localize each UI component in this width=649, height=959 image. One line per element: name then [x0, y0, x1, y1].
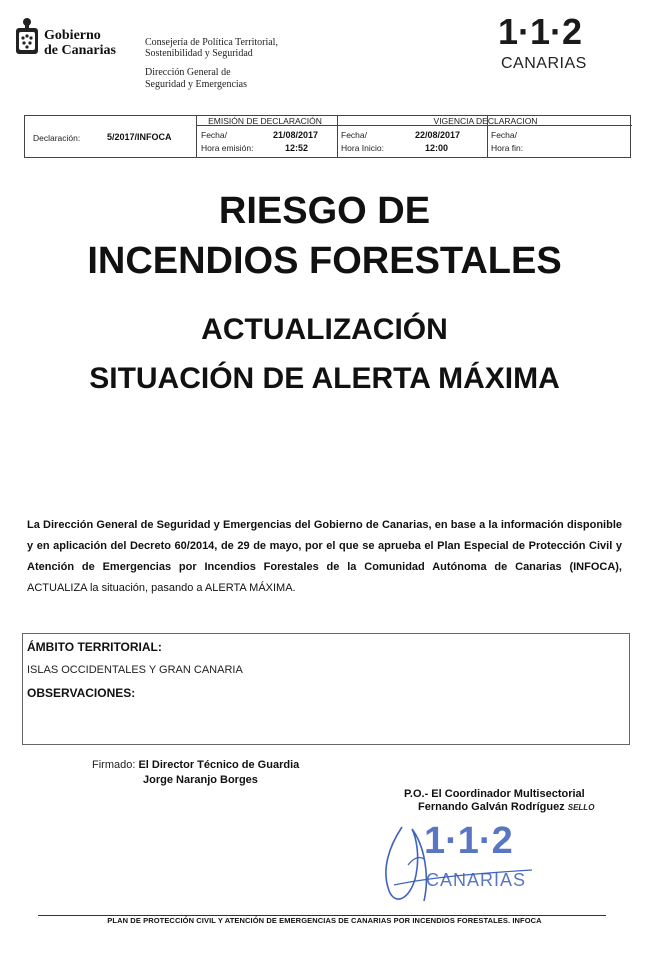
coord-name-block [418, 801, 594, 813]
emision-fecha-label: Fecha/ [201, 130, 227, 140]
title-line2: INCENDIOS FORESTALES [87, 240, 562, 282]
ambito-value: ISLAS OCCIDENTALES Y GRAN CANARIA [27, 664, 243, 676]
stamp-112: 1·1·2 [424, 820, 513, 862]
coord-title-block [404, 788, 585, 800]
firmado-block [92, 759, 299, 771]
firmado-label: Firmado: [92, 759, 136, 771]
emision-date: 21/08/2017 [273, 130, 319, 140]
gobierno-name-line2: de Canarias [44, 43, 116, 58]
consejeria-line1: Consejería de Política Territorial, [145, 37, 278, 48]
hora-emision-label: Hora emisión: [201, 143, 254, 153]
sello-label: SELLO [567, 803, 595, 812]
logo-112-canarias: CANARIAS [501, 55, 587, 72]
gobierno-name [44, 28, 116, 58]
footer-text: PLAN DE PROTECCIÓN CIVIL Y ATENCIÓN DE EMERGENCIAS DE CANARIAS POR INCENDIOS FORESTALES. INFOCA [107, 916, 542, 925]
director-name-block [143, 774, 258, 786]
vigencia-fecha-label: Fecha/ [341, 130, 367, 140]
paragraph-bold: La Dirección General de Seguridad y Emergencias del Gobierno de Canarias, en base a la información disponible y en aplicación del Decreto 60/2014, de 29 de mayo, por el que se aprueba el Plan Especial de Protección Civil y Atención de Emergencias por Incendios Forestales de la Comunidad Autónoma de Canarias (INFOCA), [27, 519, 622, 573]
paragraph-tail: ACTUALIZA la situación, pasando a ALERTA MÁXIMA. [27, 582, 296, 594]
subtitle-line2: SITUACIÓN DE ALERTA MÁXIMA [89, 362, 560, 395]
direccion-line2: Seguridad y Emergencias [145, 79, 248, 90]
hora-fin-label: Hora fin: [491, 143, 524, 153]
ambito-label: ÁMBITO TERRITORIAL: [27, 640, 162, 654]
hora-emision-value: 12:52 [285, 143, 309, 153]
vigencia-date: 22/08/2017 [415, 130, 461, 140]
direccion-line1: Dirección General de [145, 67, 231, 78]
gobierno-name-line1: Gobierno [44, 28, 101, 43]
consejeria-name [145, 37, 278, 59]
observaciones-label: OBSERVACIONES: [27, 686, 136, 700]
coord-name: Fernando Galván Rodríguez [418, 801, 565, 813]
consejeria-line2: Sostenibilidad y Seguridad [145, 48, 253, 59]
vigencia-header: VIGENCIA DECLARACION [433, 116, 538, 126]
declaration-label: Declaración: [33, 133, 81, 143]
logo-112: 1·1·2 [498, 11, 583, 52]
emision-header: EMISIÓN DE DECLARACIÓN [208, 116, 322, 126]
director-title: El Director Técnico de Guardia [138, 759, 300, 771]
fin-fecha-label: Fecha/ [491, 130, 517, 140]
stamp-canarias: CANARIAS [426, 870, 527, 890]
title-line1: RIESGO DE [218, 190, 431, 232]
director-name: Jorge Naranjo Borges [143, 774, 258, 786]
direccion-general-name [145, 67, 247, 91]
subtitle-line1: ACTUALIZACIÓN [201, 313, 448, 346]
declaration-paragraph [27, 515, 622, 599]
ambito-box [22, 633, 630, 745]
coord-title: P.O.- El Coordinador Multisectorial [404, 788, 585, 800]
hora-inicio-label: Hora Inicio: [341, 143, 384, 153]
declaration-number: 5/2017/INFOCA [107, 132, 172, 142]
hora-inicio-value: 12:00 [425, 143, 449, 153]
gobierno-coat-of-arms-icon [12, 16, 42, 58]
declaration-table [24, 115, 631, 158]
